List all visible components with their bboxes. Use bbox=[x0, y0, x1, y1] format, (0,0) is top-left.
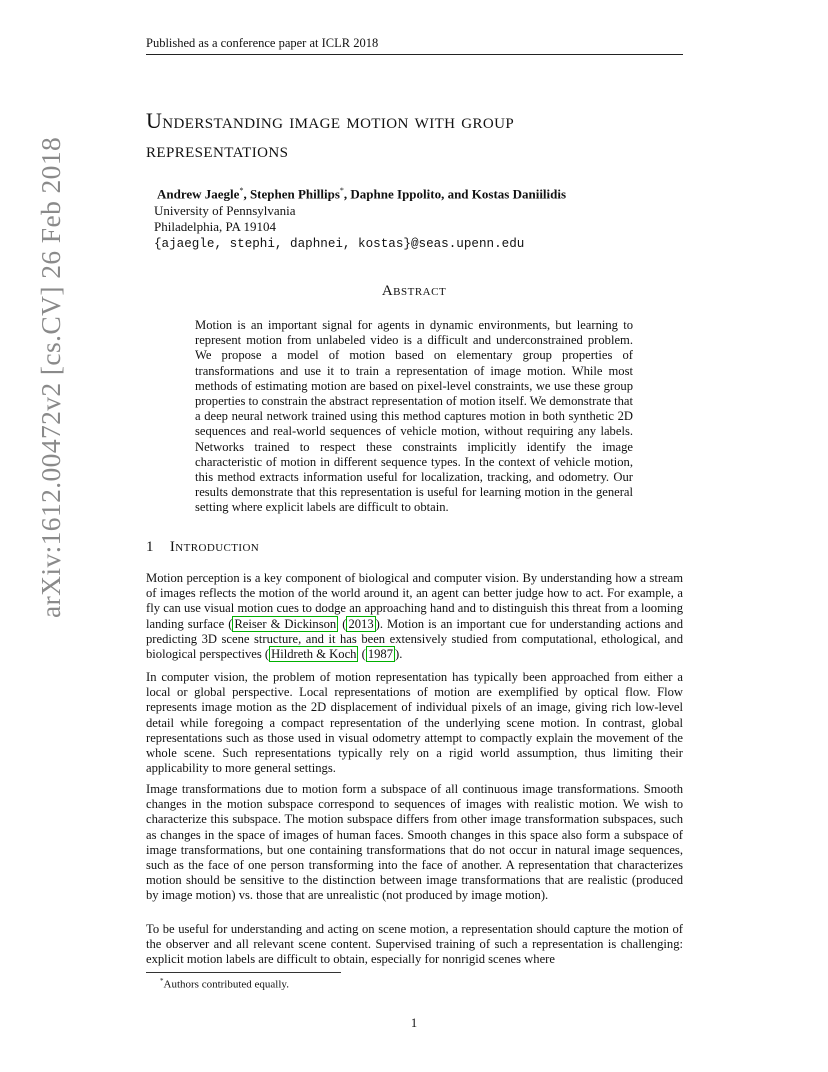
intro-paragraph-3: Image transformations due to motion form a subspace of all continuous image transformations. Smooth changes in the motion subspace correspond to sequences of images with realistic motion. We wish to characterize this subspace. The motion subspace differs from other image transformation subspaces, such as changes in the space of images of human faces. Smooth changes in this space also form a subspace of image transformations, but one containing transformations that do not occur in natural image sequences, such as the face of one person transforming into the face of another. A representation that characterizes motion should be sensitive to the distinction between image transformations that are realistic (produced by image motion) vs. those that are unrealistic (not produced by image motion). bbox=[146, 782, 683, 903]
paper-title bbox=[146, 106, 686, 164]
equal-contribution-mark-1: * bbox=[239, 186, 244, 195]
intro-paragraph-2: In computer vision, the problem of motion representation has typically been approached from either a local or global perspective. Local representations of motion are exemplified by optical flow. Flow represents image motion as the 2D displacement of individual pixels of an image, giving rich low-level detail while foregoing a compact representation of the underlying scene motion. In contrast, global representations such as those used in visual odometry attempt to compactly explain the movement of the whole scene. Such representations typically rely on a rigid world assumption, thus limiting their applicability to more general settings. bbox=[146, 670, 683, 776]
paragraph-text: ). bbox=[395, 647, 403, 662]
citation-year-2013[interactable]: 2013 bbox=[348, 616, 374, 631]
author-2: , Stephen Phillips bbox=[243, 186, 340, 202]
section-title: Introduction bbox=[169, 539, 260, 555]
author-emails: {ajaegle, stephi, daphnei, kostas}@seas.upenn.edu bbox=[154, 236, 525, 251]
author-1: Andrew Jaegle bbox=[157, 186, 240, 202]
footnote-text: Authors contributed equally. bbox=[163, 978, 289, 991]
footnote-rule bbox=[146, 972, 341, 973]
paragraph-text: ). Motion is an important cue for understanding actions and predicting 3D scene structure, and it has been extensively studied from computational, ethological, and biological perspectives ( bbox=[146, 616, 683, 662]
citation-year-1987[interactable]: 1987 bbox=[367, 647, 393, 662]
running-header: Published as a conference paper at ICLR 2018 bbox=[146, 36, 683, 55]
footnote-mark: * bbox=[160, 977, 164, 985]
arxiv-stamp: arXiv:1612.00472v2 [cs.CV] 26 Feb 2018 bbox=[35, 136, 66, 618]
author-names bbox=[157, 183, 674, 203]
equal-contribution-mark-2: * bbox=[339, 186, 344, 195]
intro-paragraph-4: To be useful for understanding and acting on scene motion, a representation should capture the motion of the observer and all relevant scene content. Supervised training of such a representation is challenging: explicit motion labels are difficult to obtain, especially for nonrigid scenes where bbox=[146, 922, 683, 967]
location: Philadelphia, PA 19104 bbox=[154, 219, 276, 235]
author-block bbox=[154, 183, 674, 252]
footnote bbox=[160, 977, 289, 991]
citation-hildreth-koch[interactable]: Hildreth & Koch bbox=[271, 647, 357, 662]
abstract-heading: Abstract bbox=[381, 283, 447, 299]
page-number: 1 bbox=[410, 1016, 418, 1030]
title-line-2: representations bbox=[146, 137, 289, 162]
title-line-1: Understanding image motion with group bbox=[146, 108, 515, 133]
intro-paragraph-1: Motion perception is a key component of biological and computer vision. By understanding how a stream of images reflects the motion of the world around it, an agent can better judge how to act. For example, a fly can use visual motion cues to dodge an approaching hand and to distinguish this threat from a looming landing surface ( Reiser & Dickinson ( 2013 ). Motion is an important cue for understanding actions and predicting 3D scene structure, and it has been extensively studied from computational, ethological, and biological perspectives ( Hildreth & Koch ( 1987 ). bbox=[146, 571, 683, 662]
paragraph-text: Motion perception is a key component of biological and computer vision. By understanding how a stream of images reflects the motion of the world around it, an agent can better judge how to act. For example, a fly can use visual motion cues to dodge an approaching hand and to distinguish this threat from a looming landing surface ( bbox=[146, 571, 683, 631]
abstract-text: Motion is an important signal for agents in dynamic environments, but learning to represent motion from unlabeled video is a difficult and underconstrained problem. We propose a model of motion based on elementary group properties of transformations and use it to train a representation of image motion. While most methods of estimating motion are based on pixel-level constraints, we use these group properties to constrain the abstract representation of motion itself. We demonstrate that a deep neural network trained using this method captures motion in both synthetic 2D sequences and real-world sequences of vehicle motion, without requiring any labels. Networks trained to respect these constraints implicitly identify the image characteristic of motion in different sequence types. In the context of vehicle motion, this method extracts information useful for localization, tracking, and odometry. Our results demonstrate that this representation is useful for learning motion in the general setting where explicit labels are difficult to obtain. bbox=[195, 318, 634, 515]
section-heading bbox=[146, 539, 259, 556]
affiliation: University of Pennsylvania bbox=[154, 202, 296, 218]
section-number: 1 bbox=[146, 539, 154, 555]
author-3: , Daphne Ippolito, and Kostas Daniilidis bbox=[343, 186, 567, 202]
citation-reiser-dickinson[interactable]: Reiser & Dickinson bbox=[234, 616, 337, 631]
